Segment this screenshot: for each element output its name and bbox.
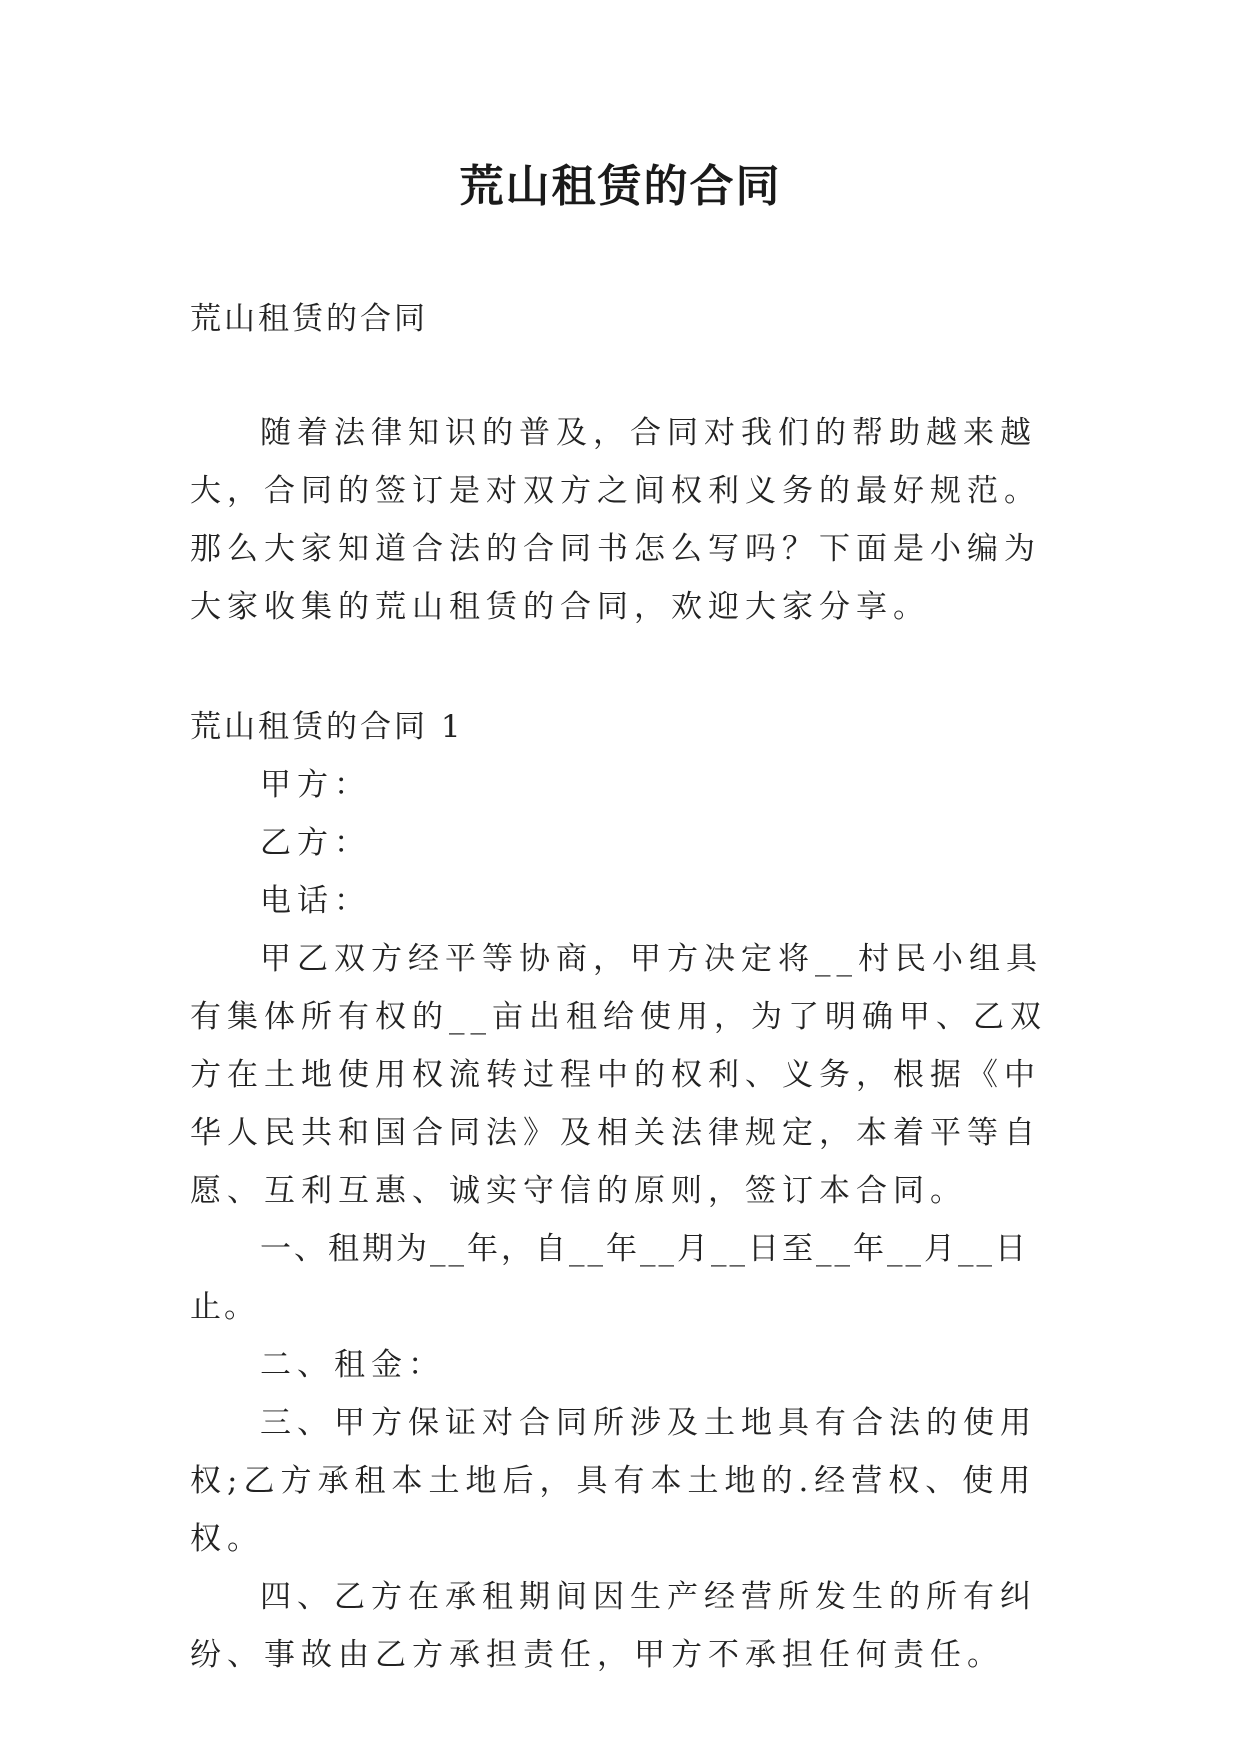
- preamble-paragraph: 甲乙双方经平等协商，甲方决定将__村民小组具有集体所有权的__亩出租给使用，为了明确甲、乙双方在土地使用权流转过程中的权利、义务，根据《中华人民共和国合同法》及相关法律规定，本着平等自愿、互利互惠、诚实守信的原则，签订本合同。: [190, 941, 1047, 1209]
- clause-3: 三、甲方保证对合同所涉及土地具有合法的使用权;乙方承租本土地后，具有本土地的.经营权、使用权。: [190, 1405, 1037, 1557]
- party-a-field: 甲方：: [260, 767, 371, 803]
- document-subtitle: 荒山租赁的合同: [190, 301, 428, 337]
- intro-paragraph: 随着法律知识的普及，合同对我们的帮助越来越大，合同的签订是对双方之间权利义务的最好规范。那么大家知道合法的合同书怎么写吗？下面是小编为大家收集的荒山租赁的合同，欢迎大家分享。: [190, 415, 1041, 625]
- party-b-field: 乙方：: [260, 825, 371, 861]
- clause-1: 一、租期为__年，自__年__月__日至__年__月__日止。: [190, 1231, 1029, 1325]
- clause-4: 四、乙方在承租期间因生产经营所发生的所有纠纷、事故由乙方承担责任，甲方不承担任何责任。: [190, 1579, 1037, 1673]
- document-title: 荒山租赁的合同: [459, 161, 782, 212]
- phone-field: 电话：: [260, 883, 371, 919]
- clause-2: 二、租金：: [260, 1347, 445, 1383]
- section-heading: 荒山租赁的合同 1: [190, 709, 464, 745]
- contract-section-1: [190, 698, 1070, 1684]
